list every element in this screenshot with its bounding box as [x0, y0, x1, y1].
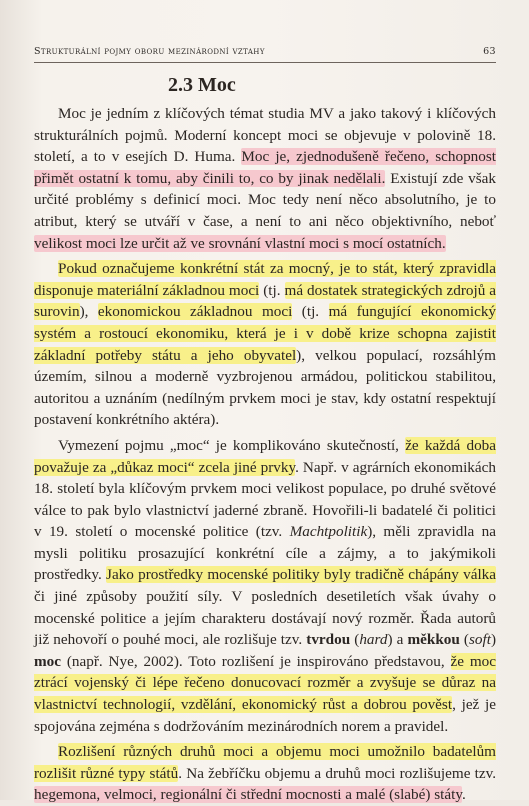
yellow-highlight: ekonomickou základnou moci	[97, 303, 293, 321]
text-span: (	[459, 631, 469, 649]
text-span: . Např. v agrárních ekonomikách 18. století byla klíčovým prvkem moci velikost populace, po druhé světové válce to pak bylo vlastnictví jaderné zbraně. Hovořili-li badatelé či politici v 19. století o mocenské politice (tzv.	[34, 458, 496, 541]
text-span: Moc je jedním z klíčových témat studia MV a jako takový i klíčových strukturálních pojmů. Moderní koncept moci se objevuje v polovině 18. století, a to v esejích D. Huma.	[34, 105, 496, 166]
bold-term: tvrdou	[306, 631, 351, 649]
paragraph-1	[34, 103, 496, 254]
text-span: .	[461, 786, 466, 804]
yellow-highlight: že každá doba považuje za „důkaz moci“ zcela jiné prvky	[34, 436, 496, 476]
text-span: (	[350, 631, 360, 649]
italic-term: soft	[468, 631, 491, 649]
text-span: (např. Nye, 2002). Toto rozlišení je inspirováno představou,	[61, 652, 451, 670]
yellow-highlight: Jako prostředky mocenské politiky byly tradičně chápány válka	[106, 566, 497, 584]
yellow-highlight: má dostatek strategických zdrojů a surovin	[34, 281, 496, 321]
yellow-highlight: má fungující ekonomický systém a rostoucí ekonomiku, která je i v době krize schopna zajistit základní potřeby státu a jeho obyvatel	[34, 303, 497, 364]
text-span: ),	[79, 303, 98, 321]
running-head	[34, 46, 496, 57]
running-title: Strukturální pojmy oboru mezinárodní vztahy	[34, 46, 265, 57]
pink-highlight: velikost moci lze určit až ve srovnání vlastní moci s mocí ostatních.	[34, 234, 446, 252]
text-span: ) a	[387, 631, 408, 649]
body-text	[34, 103, 496, 806]
yellow-highlight: Rozlišení různých druhů moci a objemu moci umožnilo badatelům rozlišit různé typy států	[34, 743, 496, 782]
yellow-highlight: Pokud označujeme konkrétní stát za mocný, je to stát, který zpravidla disponuje materiální základnou moci	[34, 260, 496, 299]
text-span: ), měli zpravidla na mysli politiku prosazující konkrétní cíle a zájmy, a to jakýmikoli prostředky.	[34, 523, 496, 584]
header-rule	[34, 62, 496, 63]
text-span: . Na žebříčku objemu a druhů moci rozlišujeme tzv.	[178, 764, 497, 782]
paragraph-3	[34, 435, 496, 737]
paragraph-4	[34, 741, 496, 806]
italic-term: hard	[359, 631, 388, 649]
italic-term: Machtpolitik	[289, 523, 368, 541]
text-span: (tj.	[259, 281, 285, 299]
pink-highlight: hegemona, velmoci, regionální či střední mocnosti a malé (slabé) státy	[34, 786, 462, 804]
bold-term: moc	[34, 652, 61, 670]
text-span: , jež je spojována zejména s dodržováním mezinárodních norem a pravidel.	[34, 696, 496, 735]
text-span: (tj.	[292, 303, 329, 321]
text-span: Vymezení pojmu „moc“ je komplikováno skutečností,	[58, 436, 406, 454]
yellow-highlight: že moc ztrácí vojenský či lépe řečeno donucovací rozměr a zvyšuje se důraz na vlastnictví technologií, vzdělání, ekonomický růst a dobrou pověst	[34, 652, 496, 714]
text-span: či jiné způsoby použití síly. V posledních desetiletích však úvahy o mocenské politice a jejím charakteru dostávají nový rozměr. Řada autorů již nehovoří o pouhé moci, ale rozlišuje tzv.	[34, 588, 496, 649]
section-title: 2.3 Moc	[168, 74, 236, 96]
text-span: )	[490, 631, 496, 649]
bold-term: měkkou	[407, 631, 460, 649]
page-number: 63	[483, 46, 496, 57]
text-span: ), velkou populací, rozsáhlým územím, silnou a moderně vyzbrojenou armádou, politickou stabilitou, autoritou a uznáním (nedílným prvkem moci je stav, kdy ostatní respektují postavení konkrétního aktéra).	[34, 346, 496, 429]
text-span: Existují zde však určité problémy s definicí moci. Moc tedy není něco absolutního, je to atribut, který se utváří v čase, a není to ani něco objektivního, neboť	[34, 169, 496, 230]
paragraph-2	[34, 258, 496, 431]
pink-highlight: Moc je, zjednodušeně řečeno, schopnost přimět ostatní k tomu, aby činili to, co by jinak nedělali.	[34, 148, 496, 187]
